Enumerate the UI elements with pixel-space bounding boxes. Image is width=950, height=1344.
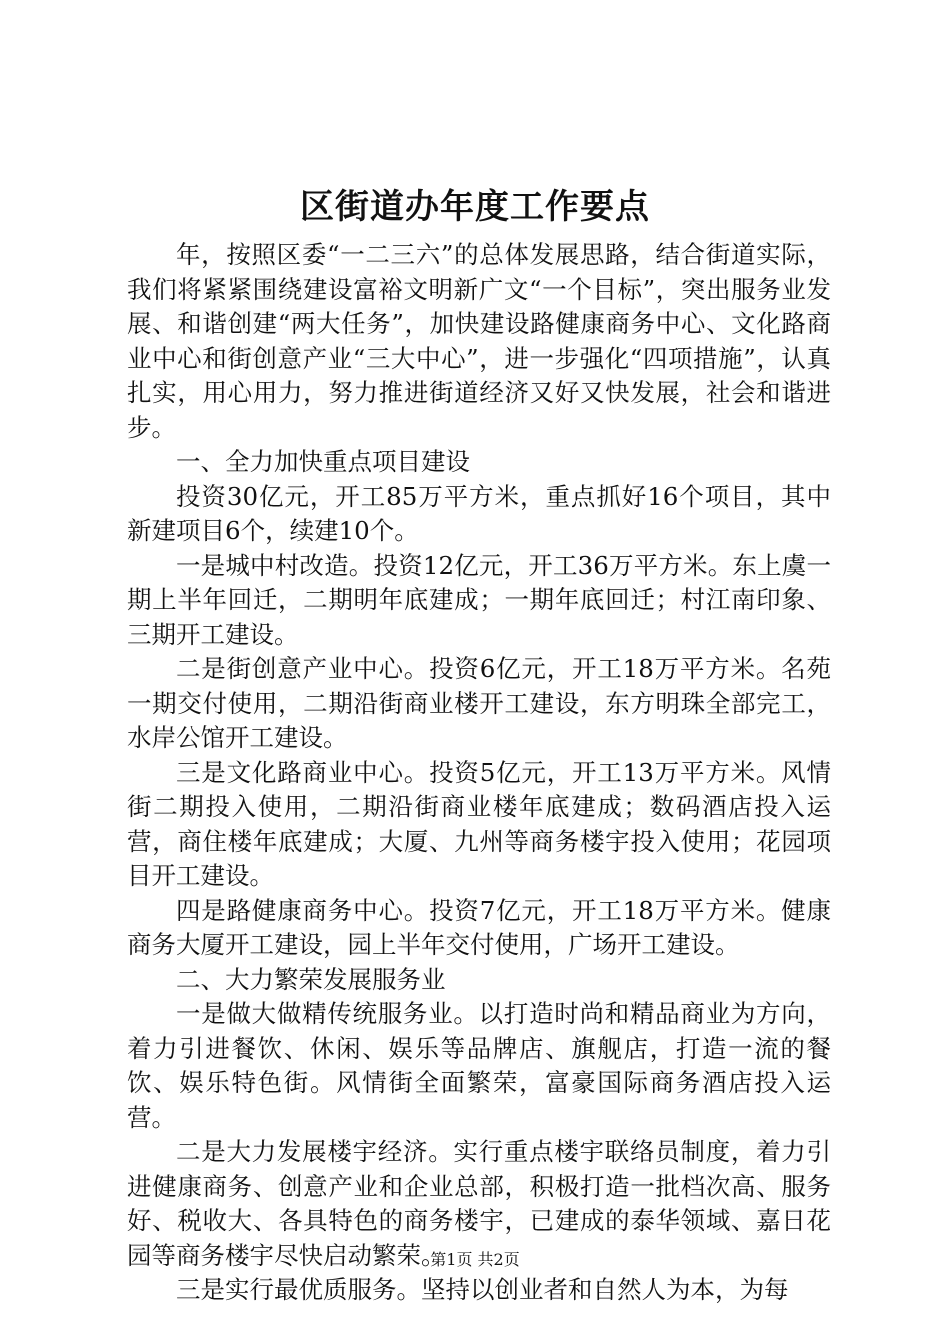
body-paragraph: 一是城中村改造。投资12亿元，开工36万平方米。东上虞一期上半年回迁，二期明年底建成；一期年底回迁；村江南印象、三期开工建设。 bbox=[127, 550, 831, 649]
document-body bbox=[127, 238, 831, 1308]
body-paragraph: 二是大力发展楼宇经济。实行重点楼宇联络员制度，着力引进健康商务、创意产业和企业总部，积极打造一批档次高、服务好、税收大、各具特色的商务楼宇，已建成的泰华领域、嘉日花园等商务楼宇尽快启动繁荣。 bbox=[127, 1137, 831, 1270]
body-paragraph: 三是文化路商业中心。投资5亿元，开工13万平方米。风情街二期投入使用，二期沿街商业楼年底建成；数码酒店投入运营，商住楼年底建成；大厦、九州等商务楼宇投入使用；花园项目开工建设。 bbox=[127, 757, 831, 890]
body-paragraph: 二是街创意产业中心。投资6亿元，开工18万平方米。名苑一期交付使用，二期沿街商业楼开工建设，东方明珠全部完工，水岸公馆开工建设。 bbox=[127, 654, 831, 752]
page-title: 区街道办年度工作要点 bbox=[300, 187, 650, 227]
section-heading-1: 一、全力加快重点项目建设 bbox=[176, 447, 470, 476]
section-heading-2: 二、大力繁荣发展服务业 bbox=[176, 964, 446, 994]
body-paragraph: 四是路健康商务中心。投资7亿元，开工18万平方米。健康商务大厦开工建设，园上半年交付使用，广场开工建设。 bbox=[127, 895, 831, 959]
body-paragraph: 一是做大做精传统服务业。以打造时尚和精品商业为方向，着力引进餐饮、休闲、娱乐等品牌店、旗舰店，打造一流的餐饮、娱乐特色街。风情街全面繁荣，富豪国际商务酒店投入运营。 bbox=[127, 999, 831, 1132]
page-footer: 第1页 共2页 bbox=[430, 1250, 520, 1269]
intro-paragraph: 年，按照区委“一二三六”的总体发展思路，结合街道实际，我们将紧紧围绕建设富裕文明新广文“一个目标”，突出服务业发展、和谐创建“两大任务”，加快建设路健康商务中心、文化路商业中心和街创意产业“三大中心”，进一步强化“四项措施”，认真扎实，用心用力，努力推进街道经济又好又快发展，社会和谐进步。 bbox=[127, 240, 831, 442]
body-paragraph: 投资30亿元，开工85万平方米，重点抓好16个项目，其中新建项目6个，续建10个。 bbox=[127, 481, 831, 545]
body-paragraph: 三是实行最优质服务。坚持以创业者和自然人为本，为每 bbox=[176, 1275, 789, 1304]
